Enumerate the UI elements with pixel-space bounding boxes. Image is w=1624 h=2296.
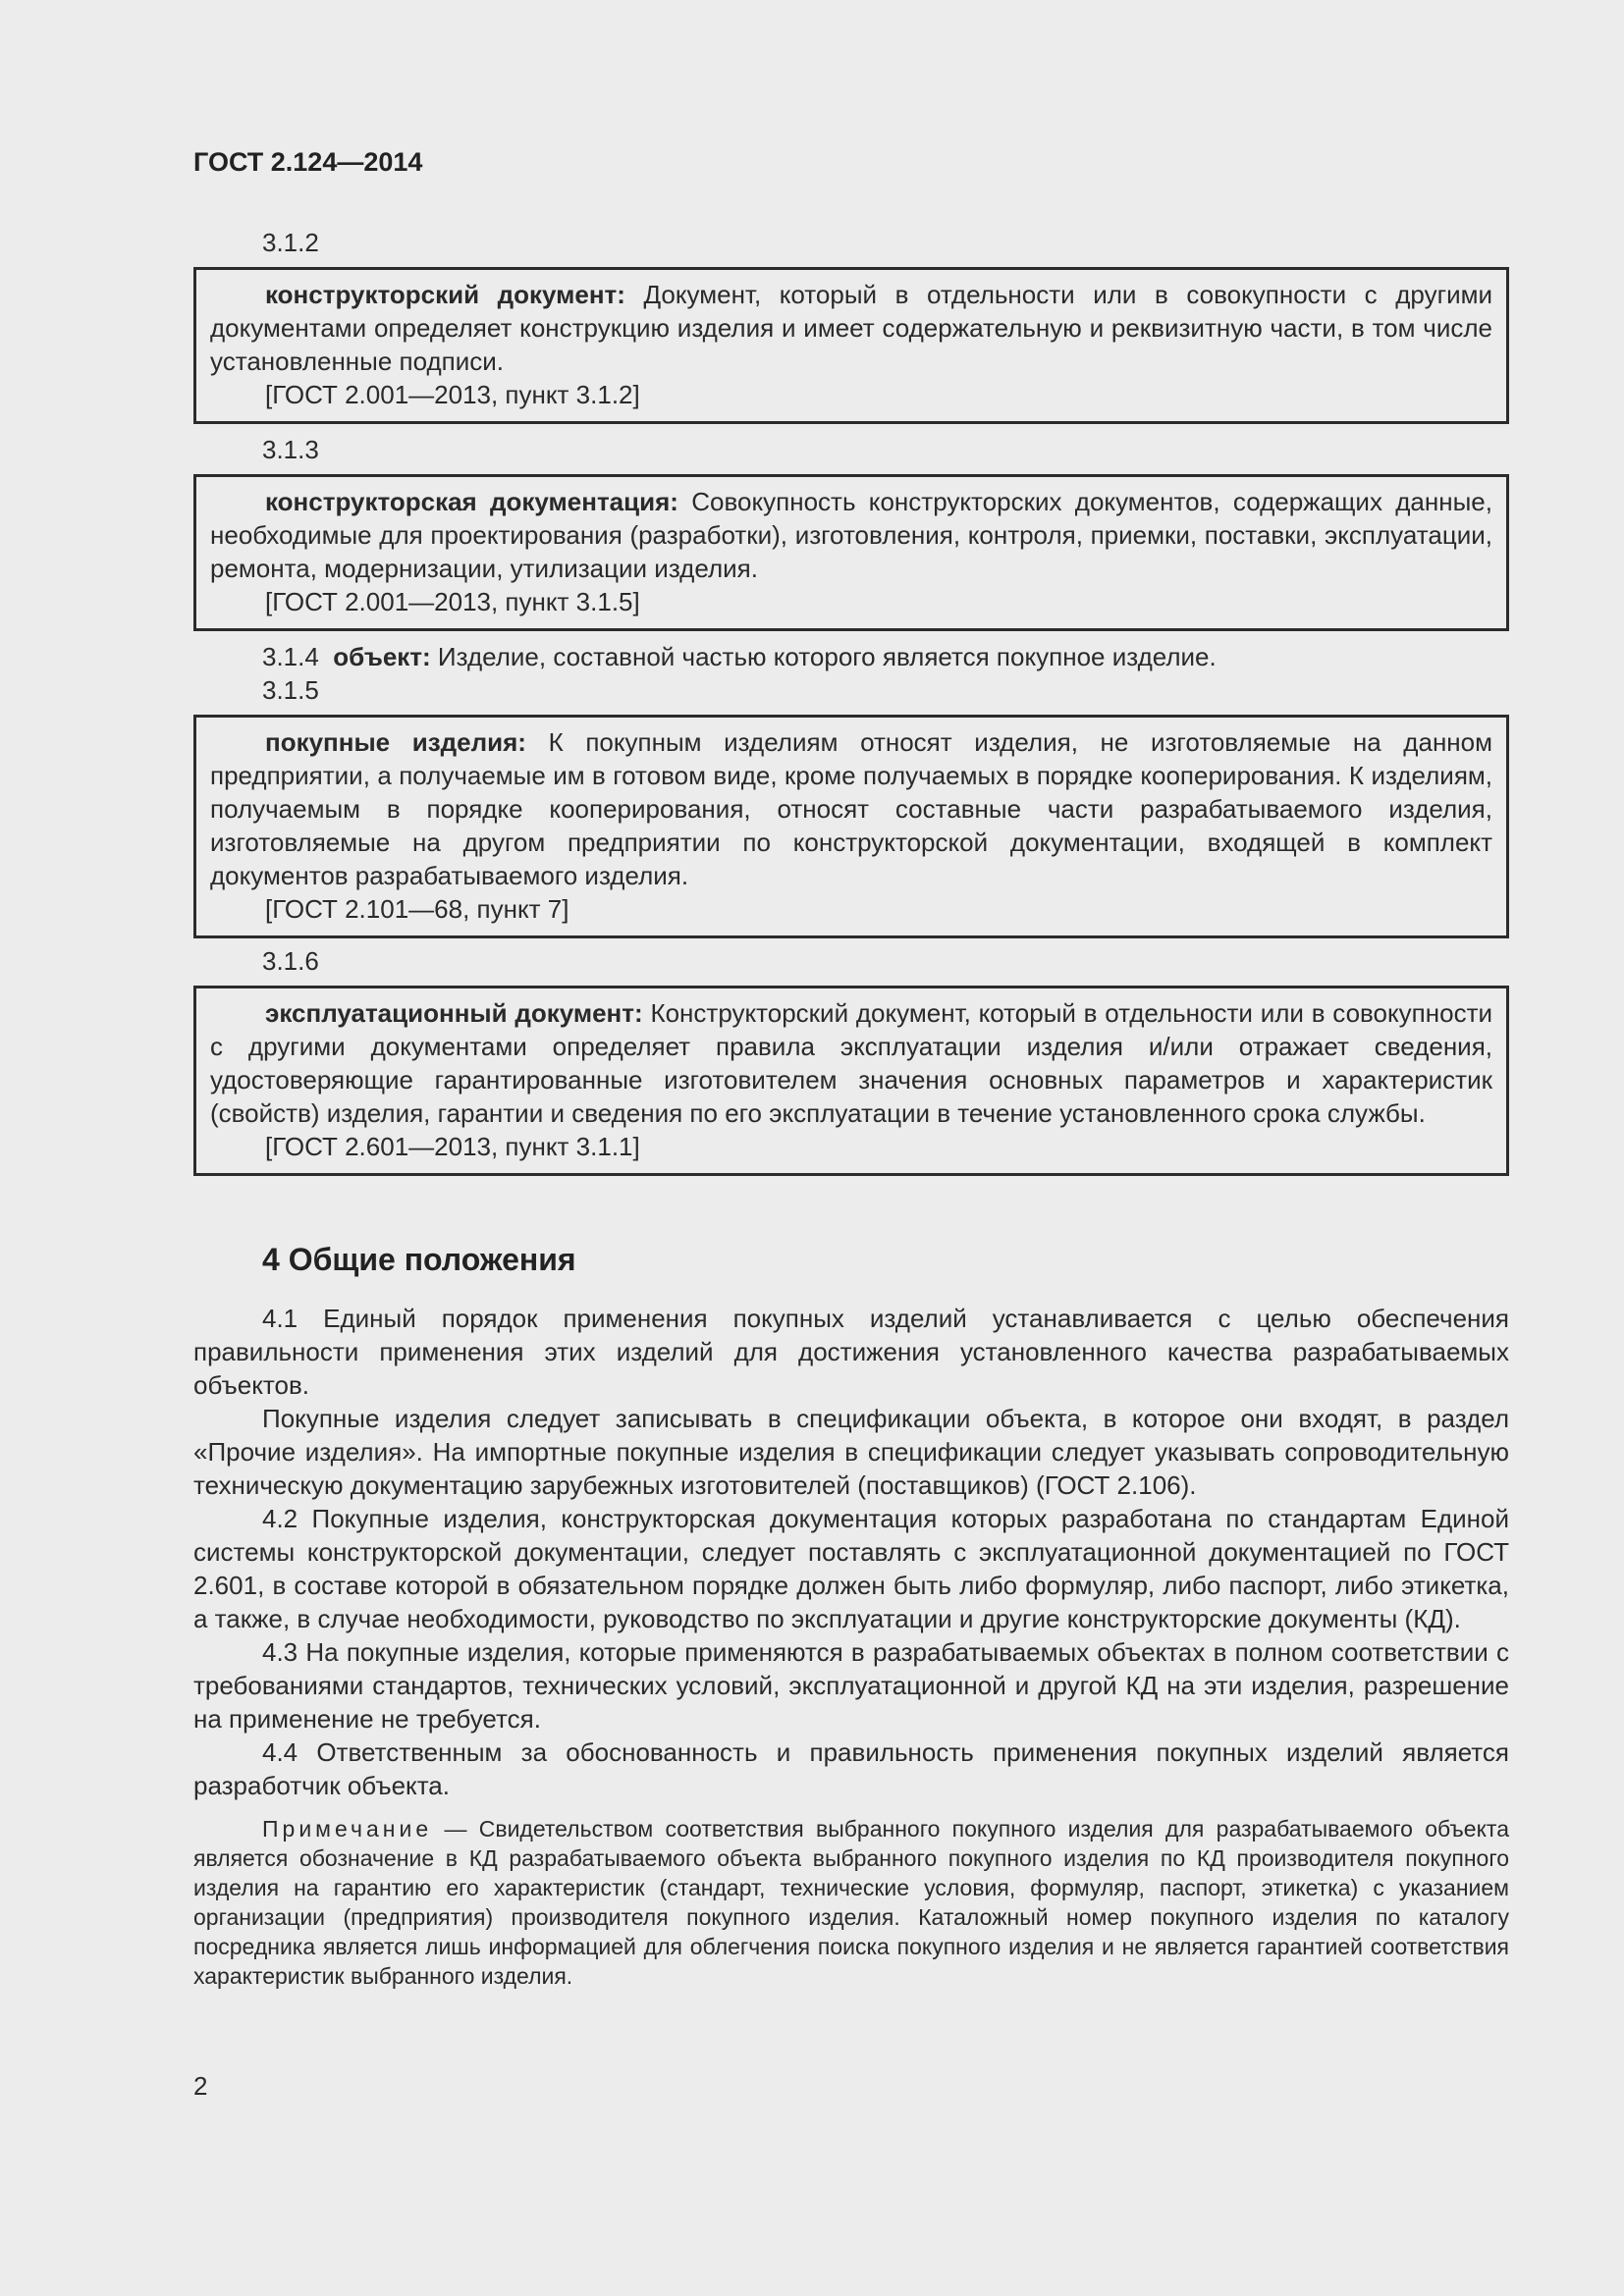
term: эксплуатационный документ: [265,998,643,1028]
definition-box [193,715,1509,938]
definition-box [193,986,1509,1176]
clause-number: 3.1.4 [262,642,319,671]
definition-box [193,267,1509,424]
source-reference: [ГОСТ 2.101—68, пункт 7] [265,894,569,924]
source-reference: [ГОСТ 2.001—2013, пункт 3.1.2] [265,380,640,409]
paragraph-4-1: 4.1 Единый порядок применения покупных изделий устанавливается с целью обеспечения правильности применения этих изделий для достижения установленного качества разрабатываемых объектов. [193,1304,1509,1400]
definition-3-1-2 [193,226,1509,424]
term: конструкторская документация: [265,487,678,516]
clause-number: 3.1.5 [262,675,319,705]
definition-3-1-6 [193,944,1509,1176]
term: объект: [333,642,431,671]
section-heading: 4 Общие положения [262,1242,576,1277]
definition-3-1-3 [193,433,1509,631]
definition-box [193,474,1509,631]
definition-text: К покупным изделиям относят изделия, не изготовляемые на данном предприятии, а получаемые им в готовом виде, кроме получаемых в порядке кооперирования. К изделиям, получаемым в порядке кооперирования, относят составные части разрабатываемого изделия, изготовляемые на другом предприятии по конструкторской документации, входящей в комплект документов разрабатываемого изделия. [210,727,1492,890]
note-label: Примечание [262,1816,433,1842]
paragraph-4-1-cont: Покупные изделия следует записывать в спецификации объекта, в которое они входят, в раздел «Прочие изделия». На импортные покупные изделия в спецификации следует указывать сопроводительную техническую документацию зарубежных изготовителей (поставщиков) (ГОСТ 2.106). [193,1404,1509,1500]
clause-line [193,640,1509,673]
definition-3-1-5 [193,673,1509,938]
definition-text: Изделие, составной частью которого является покупное изделие. [430,642,1217,671]
definition-text: Совокупность конструкторских документов, содержащих данные, необходимые для проектирования (разработки), изготовления, контроля, приемки, поставки, эксплуатации, ремонта, модернизации, утилизации изделия. [210,487,1492,583]
paragraph-4-2: 4.2 Покупные изделия, конструкторская документация которых разработана по стандартам Единой системы конструкторской документации, следует поставлять с эксплуатационной документацией по ГОСТ 2.601, в составе которой в обязательном порядке должен быть либо формуляр, либо паспорт, либо этикетка, а также, в случае необходимости, руководство по эксплуатации и другие конструкторские документы (КД). [193,1504,1509,1633]
note [193,1814,1509,1991]
clause-number: 3.1.3 [262,435,319,464]
source-reference: [ГОСТ 2.001—2013, пункт 3.1.5] [265,587,640,616]
definition-text: Документ, который в отдельности или в совокупности с другими документами определяет конструкцию изделия и имеет содержательную и реквизитную части, в том числе установленные подписи. [210,280,1492,376]
paragraph-4-3: 4.3 На покупные изделия, которые применяются в разрабатываемых объектах в полном соответствии с требованиями стандартов, технических условий, эксплуатационной и другой КД на эти изделия, разрешение на применение не требуется. [193,1637,1509,1734]
clause-number: 3.1.6 [262,946,319,976]
note-text: — Свидетельством соответствия выбранного покупного изделия для разрабатываемого объекта является обозначение в КД разрабатываемого объекта выбранного покупного изделия по КД производителя покупного изделия на гарантию его характеристик (стандарт, технические условия, формуляр, паспорт, этикетка) с указанием организации (предприятия) производителя покупного изделия. Каталожный номер покупного изделия по каталогу посредника является лишь информацией для облегчения поиска покупного изделия и не является гарантией соответствия характеристик выбранного изделия. [193,1816,1509,1989]
page-number: 2 [193,2071,208,2101]
section-4 [193,1242,1509,1991]
definition-3-1-4 [193,640,1509,673]
paragraph-4-4: 4.4 Ответственным за обоснованность и правильность применения покупных изделий является разработчик объекта. [193,1737,1509,1800]
term: конструкторский документ: [265,280,625,309]
term: покупные изделия: [265,727,526,757]
clause-number: 3.1.2 [262,228,319,257]
document-id: ГОСТ 2.124—2014 [193,147,423,177]
definition-text: Конструкторский документ, который в отдельности или в совокупности с другими документами определяет правила эксплуатации изделия и/или отражает сведения, удостоверяющие гарантированные изготовителем значения основных параметров и характеристик (свойств) изделия, гарантии и сведения по его эксплуатации в течение установленного срока службы. [210,998,1493,1128]
source-reference: [ГОСТ 2.601—2013, пункт 3.1.1] [265,1132,640,1161]
